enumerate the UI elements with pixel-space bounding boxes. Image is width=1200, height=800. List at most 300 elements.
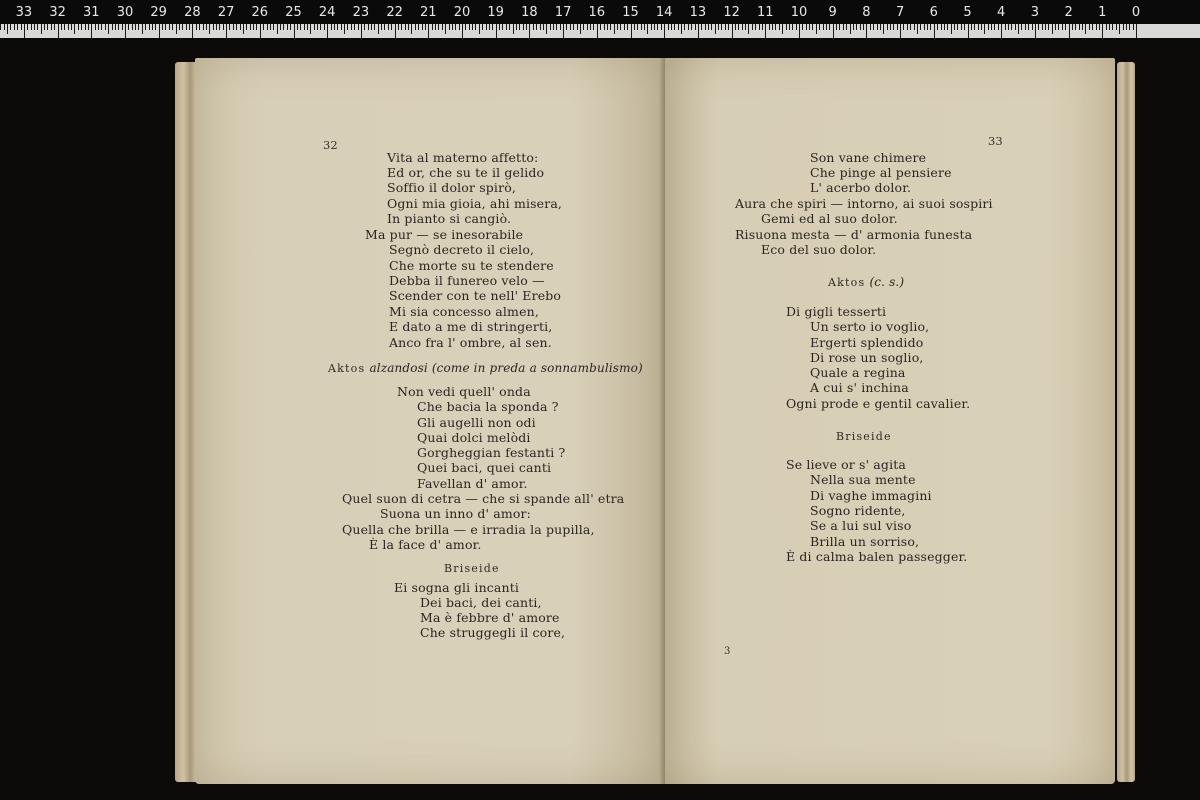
ruler-tick bbox=[277, 24, 278, 34]
ruler-tick bbox=[897, 24, 898, 30]
ruler-label: 8 bbox=[862, 5, 871, 20]
verse-line: Scender con te nell' Erebo bbox=[389, 288, 562, 303]
ruler-tick bbox=[668, 24, 669, 30]
ruler-tick bbox=[1075, 24, 1076, 30]
ruler-tick bbox=[189, 24, 190, 30]
ruler-tick bbox=[331, 24, 332, 30]
ruler-tick bbox=[267, 24, 268, 30]
ruler-tick bbox=[101, 24, 102, 30]
ruler-tick bbox=[833, 24, 834, 38]
ruler-tick bbox=[1099, 24, 1100, 30]
ruler-tick bbox=[772, 24, 773, 30]
ruler-tick bbox=[240, 24, 241, 30]
ruler-tick bbox=[445, 24, 446, 34]
ruler-tick bbox=[1109, 24, 1110, 30]
verse-line: Favellan d' amor. bbox=[417, 476, 528, 491]
ruler-tick bbox=[930, 24, 931, 30]
ruler-tick bbox=[907, 24, 908, 30]
ruler-tick bbox=[583, 24, 584, 30]
ruler-tick bbox=[560, 24, 561, 30]
ruler-tick bbox=[125, 24, 126, 38]
ruler-tick bbox=[941, 24, 942, 30]
ruler-tick bbox=[1069, 24, 1070, 38]
ruler-tick bbox=[68, 24, 69, 30]
ruler-tick bbox=[294, 24, 295, 38]
ruler-tick bbox=[41, 24, 42, 34]
ruler-tick bbox=[519, 24, 520, 30]
ruler-tick bbox=[411, 24, 412, 34]
verse-line: Ed or, che su te il gelido bbox=[387, 165, 545, 180]
ruler-tick bbox=[637, 24, 638, 30]
ruler-tick bbox=[829, 24, 830, 30]
ruler-tick bbox=[229, 24, 230, 30]
ruler-tick bbox=[138, 24, 139, 30]
ruler-tick bbox=[890, 24, 891, 30]
ruler-tick bbox=[873, 24, 874, 30]
ruler-tick bbox=[826, 24, 827, 30]
ruler-tick bbox=[1021, 24, 1022, 30]
ruler-tick bbox=[1089, 24, 1090, 30]
ruler-tick bbox=[1052, 24, 1053, 34]
ruler-label: 26 bbox=[251, 5, 269, 20]
ruler-tick bbox=[324, 24, 325, 30]
verse-line: Gli augelli non odi bbox=[417, 415, 536, 430]
ruler-tick bbox=[219, 24, 220, 30]
ruler-tick bbox=[705, 24, 706, 30]
ruler-tick bbox=[674, 24, 675, 30]
ruler-tick bbox=[378, 24, 379, 34]
ruler-tick bbox=[806, 24, 807, 30]
ruler-tick bbox=[405, 24, 406, 30]
ruler-tick bbox=[762, 24, 763, 30]
ruler-tick bbox=[415, 24, 416, 30]
ruler-label: 6 bbox=[929, 5, 938, 20]
ruler-tick bbox=[883, 24, 884, 34]
ruler-label: 24 bbox=[318, 5, 336, 20]
verse-line: E dato a me di stringerti, bbox=[389, 319, 553, 334]
ruler-tick bbox=[968, 24, 969, 38]
ruler-tick bbox=[981, 24, 982, 30]
ruler-tick bbox=[850, 24, 851, 34]
verse-line: Soffio il dolor spirò, bbox=[387, 180, 516, 195]
ruler-tick bbox=[1136, 24, 1137, 38]
speaker-heading-briseide: Briseide bbox=[836, 430, 892, 443]
ruler-tick bbox=[334, 24, 335, 30]
ruler-tick bbox=[381, 24, 382, 30]
ruler-tick bbox=[738, 24, 739, 30]
ruler-tick bbox=[307, 24, 308, 30]
ruler-tick bbox=[610, 24, 611, 30]
ruler-tick bbox=[1119, 24, 1120, 34]
ruler-tick bbox=[856, 24, 857, 30]
ruler-tick bbox=[526, 24, 527, 30]
ruler-tick bbox=[715, 24, 716, 34]
ruler-tick bbox=[358, 24, 359, 30]
ruler-tick bbox=[1085, 24, 1086, 34]
ruler-tick bbox=[546, 24, 547, 34]
ruler-tick bbox=[128, 24, 129, 30]
ruler-tick bbox=[691, 24, 692, 30]
ruler-tick bbox=[263, 24, 264, 30]
ruler-tick bbox=[1025, 24, 1026, 30]
ruler-tick bbox=[550, 24, 551, 30]
ruler-tick bbox=[657, 24, 658, 30]
ruler-tick bbox=[182, 24, 183, 30]
ruler-tick bbox=[192, 24, 193, 38]
ruler-tick bbox=[1028, 24, 1029, 30]
ruler-tick bbox=[37, 24, 38, 30]
ruler-tick bbox=[112, 24, 113, 30]
ruler-tick bbox=[176, 24, 177, 34]
ruler-tick bbox=[1129, 24, 1130, 30]
ruler-tick bbox=[752, 24, 753, 30]
verse-line: Se lieve or s' agita bbox=[786, 457, 906, 472]
ruler-label: 15 bbox=[622, 5, 639, 20]
verse-line: Nella sua mente bbox=[810, 472, 916, 487]
ruler-tick bbox=[823, 24, 824, 30]
ruler-tick bbox=[85, 24, 86, 30]
ruler-tick bbox=[165, 24, 166, 30]
ruler-tick bbox=[796, 24, 797, 30]
ruler-tick bbox=[651, 24, 652, 30]
ruler-tick bbox=[186, 24, 187, 30]
ruler-tick bbox=[384, 24, 385, 30]
ruler-tick bbox=[256, 24, 257, 30]
verse-line: In pianto si cangiò. bbox=[387, 211, 512, 226]
ruler-tick bbox=[496, 24, 497, 38]
ruler-tick bbox=[984, 24, 985, 34]
ruler-tick bbox=[597, 24, 598, 38]
ruler-tick bbox=[951, 24, 952, 34]
ruler-label: 21 bbox=[420, 5, 437, 20]
ruler-tick bbox=[755, 24, 756, 30]
ruler-label: 17 bbox=[554, 5, 572, 20]
ruler-tick bbox=[1133, 24, 1134, 30]
ruler-tick bbox=[1011, 24, 1012, 30]
stage-direction: (c. s.) bbox=[869, 275, 905, 289]
ruler-tick bbox=[627, 24, 628, 30]
verse-line: È la face d' amor. bbox=[369, 537, 482, 552]
ruler-tick bbox=[472, 24, 473, 30]
ruler-tick bbox=[422, 24, 423, 30]
ruler-tick bbox=[435, 24, 436, 30]
verse-line: Eco del suo dolor. bbox=[761, 242, 877, 257]
ruler-tick bbox=[465, 24, 466, 30]
verse-line: Ergerti splendido bbox=[810, 335, 924, 350]
ruler-label: 19 bbox=[487, 5, 504, 20]
ruler-tick bbox=[893, 24, 894, 30]
ruler-tick bbox=[742, 24, 743, 30]
ruler-tick bbox=[418, 24, 419, 30]
ruler-tick bbox=[671, 24, 672, 30]
open-book bbox=[175, 58, 1135, 788]
ruler-tick bbox=[489, 24, 490, 30]
ruler-tick bbox=[617, 24, 618, 30]
ruler-tick bbox=[590, 24, 591, 30]
ruler-tick bbox=[600, 24, 601, 30]
verse-line: Di rose un soglio, bbox=[810, 350, 924, 365]
ruler-label: 4 bbox=[997, 5, 1006, 20]
ruler-tick bbox=[509, 24, 510, 30]
verse-line: Quella che brilla — e irradia la pupilla, bbox=[342, 522, 595, 537]
ruler-tick bbox=[819, 24, 820, 30]
ruler-label: 27 bbox=[217, 5, 235, 20]
verse-line: Aura che spiri — intorno, ai suoi sospiri bbox=[735, 196, 993, 211]
ruler-tick bbox=[573, 24, 574, 30]
ruler-label: 30 bbox=[116, 5, 134, 20]
ruler-tick bbox=[920, 24, 921, 30]
ruler-tick bbox=[14, 24, 15, 30]
ruler-tick bbox=[486, 24, 487, 30]
ruler-tick bbox=[718, 24, 719, 30]
verse-line: Son vane chimere bbox=[810, 150, 927, 165]
ruler-tick bbox=[624, 24, 625, 30]
ruler-tick bbox=[802, 24, 803, 30]
ruler-tick bbox=[792, 24, 793, 30]
ruler-tick bbox=[199, 24, 200, 30]
ruler-tick bbox=[1072, 24, 1073, 30]
ruler-tick bbox=[789, 24, 790, 30]
ruler-tick bbox=[27, 24, 28, 30]
verse-line: Dei baci, dei canti, bbox=[420, 595, 542, 610]
ruler-label: 29 bbox=[150, 5, 167, 20]
verse-line: A cui s' inchina bbox=[810, 380, 909, 395]
ruler-tick bbox=[816, 24, 817, 34]
verse-line: Quei baci, quei canti bbox=[417, 460, 552, 475]
ruler-tick bbox=[108, 24, 109, 34]
ruler-tick bbox=[425, 24, 426, 30]
ruler-tick bbox=[206, 24, 207, 30]
ruler-tick bbox=[475, 24, 476, 30]
ruler-tick bbox=[1008, 24, 1009, 30]
ruler-label: 23 bbox=[352, 5, 370, 20]
ruler-tick bbox=[971, 24, 972, 30]
speaker-name: Aktos bbox=[328, 362, 366, 375]
ruler-tick bbox=[10, 24, 11, 30]
ruler-tick bbox=[988, 24, 989, 30]
ruler-tick bbox=[364, 24, 365, 30]
verse-line: Quai dolci melòdi bbox=[417, 430, 531, 445]
ruler-tick bbox=[4, 24, 5, 30]
ruler-tick bbox=[105, 24, 106, 30]
ruler-tick bbox=[1032, 24, 1033, 30]
ruler-tick bbox=[223, 24, 224, 30]
ruler-tick bbox=[947, 24, 948, 30]
speaker-name: Aktos bbox=[828, 276, 866, 289]
verse-line: Che morte su te stendere bbox=[389, 258, 554, 273]
ruler-tick bbox=[708, 24, 709, 30]
ruler-tick bbox=[620, 24, 621, 30]
ruler-tick bbox=[273, 24, 274, 30]
ruler-label: 14 bbox=[655, 5, 673, 20]
ruler-tick bbox=[482, 24, 483, 30]
ruler-tick bbox=[1058, 24, 1059, 30]
ruler-tick bbox=[1045, 24, 1046, 30]
ruler-tick bbox=[957, 24, 958, 30]
verse-line: È di calma balen passegger. bbox=[786, 549, 968, 564]
ruler-label: 22 bbox=[386, 5, 403, 20]
verse-line: Se a lui sul viso bbox=[810, 518, 912, 533]
ruler-tick bbox=[74, 24, 75, 34]
verse-line: Mi sia concesso almen, bbox=[389, 304, 539, 319]
verse-line: Ogni prode e gentil cavalier. bbox=[786, 396, 971, 411]
ruler-tick bbox=[1038, 24, 1039, 30]
ruler-tick bbox=[614, 24, 615, 34]
ruler-label: 28 bbox=[184, 5, 201, 20]
ruler-tick bbox=[1042, 24, 1043, 30]
ruler-tick bbox=[371, 24, 372, 30]
verse-line: Ma pur — se inesorabile bbox=[365, 227, 524, 242]
verse-line: Ei sogna gli incanti bbox=[394, 580, 520, 595]
speaker-heading-aktos bbox=[828, 274, 904, 289]
ruler-label: 13 bbox=[689, 5, 707, 20]
ruler-tick bbox=[115, 24, 116, 30]
ruler-tick bbox=[661, 24, 662, 30]
ruler-tick bbox=[523, 24, 524, 30]
ruler-tick bbox=[880, 24, 881, 30]
verse-line: Che pinge al pensiere bbox=[810, 165, 952, 180]
ruler-tick bbox=[566, 24, 567, 30]
ruler-label: 0 bbox=[1131, 5, 1141, 20]
ruler-tick bbox=[701, 24, 702, 30]
ruler-tick bbox=[31, 24, 32, 30]
ruler-tick bbox=[78, 24, 79, 30]
ruler-tick bbox=[647, 24, 648, 34]
ruler-tick bbox=[438, 24, 439, 30]
ruler-tick bbox=[533, 24, 534, 30]
ruler-tick bbox=[499, 24, 500, 30]
ruler-tick bbox=[786, 24, 787, 30]
ruler-tick bbox=[954, 24, 955, 30]
ruler-tick bbox=[506, 24, 507, 30]
ruler-label: 18 bbox=[521, 5, 538, 20]
ruler-tick bbox=[401, 24, 402, 30]
ruler-tick bbox=[664, 24, 665, 38]
verse-line: Un serto io voglio, bbox=[810, 319, 930, 334]
ruler-tick bbox=[442, 24, 443, 30]
ruler-tick bbox=[179, 24, 180, 30]
verse-line: Anco fra l' ombre, al sen. bbox=[389, 335, 552, 350]
ruler-tick bbox=[917, 24, 918, 34]
ruler-label: 32 bbox=[49, 5, 66, 20]
ruler-tick bbox=[455, 24, 456, 30]
ruler-tick bbox=[287, 24, 288, 30]
ruler-tick bbox=[654, 24, 655, 30]
ruler-tick bbox=[1096, 24, 1097, 30]
ruler-tick bbox=[681, 24, 682, 34]
ruler-tick bbox=[1035, 24, 1036, 38]
ruler-tick bbox=[607, 24, 608, 30]
ruler-tick bbox=[1018, 24, 1019, 34]
ruler-tick bbox=[991, 24, 992, 30]
ruler-tick bbox=[1015, 24, 1016, 30]
ruler-tick bbox=[1079, 24, 1080, 30]
ruler-tick bbox=[260, 24, 261, 38]
verse-line: Di vaghe immagini bbox=[810, 488, 932, 503]
ruler-tick bbox=[721, 24, 722, 30]
ruler-tick bbox=[492, 24, 493, 30]
ruler-tick bbox=[135, 24, 136, 30]
verse-line: Quel suon di cetra — che si spande all' etra bbox=[342, 491, 625, 506]
ruler-tick bbox=[631, 24, 632, 38]
ruler-tick bbox=[243, 24, 244, 34]
ruler-tick bbox=[1102, 24, 1103, 38]
ruler-tick bbox=[695, 24, 696, 30]
ruler-tick bbox=[502, 24, 503, 30]
ruler-tick bbox=[314, 24, 315, 30]
verse-line: Segnò decreto il cielo, bbox=[389, 242, 535, 257]
ruler-tick bbox=[7, 24, 8, 34]
ruler-tick bbox=[1123, 24, 1124, 30]
ruler-tick bbox=[934, 24, 935, 38]
ruler-label: 1 bbox=[1098, 5, 1107, 20]
ruler-tick bbox=[964, 24, 965, 30]
ruler-label: 7 bbox=[895, 5, 905, 20]
signature-mark: 3 bbox=[724, 646, 731, 657]
ruler-tick bbox=[91, 24, 92, 38]
ruler-tick bbox=[570, 24, 571, 30]
ruler-tick bbox=[711, 24, 712, 30]
ruler-tick bbox=[877, 24, 878, 30]
verse-line: Ma è febbre d' amore bbox=[420, 610, 560, 625]
ruler-tick bbox=[1065, 24, 1066, 30]
verse-line: Gemi ed al suo dolor. bbox=[761, 211, 898, 226]
ruler-tick bbox=[978, 24, 979, 30]
ruler-tick bbox=[587, 24, 588, 30]
ruler-tick bbox=[846, 24, 847, 30]
ruler-tick bbox=[775, 24, 776, 30]
verse-line: Non vedi quell' onda bbox=[397, 384, 531, 399]
ruler-tick bbox=[44, 24, 45, 30]
ruler-tick bbox=[812, 24, 813, 30]
ruler-tick bbox=[698, 24, 699, 38]
ruler-tick bbox=[1092, 24, 1093, 30]
ruler-tick bbox=[398, 24, 399, 30]
ruler-tick bbox=[95, 24, 96, 30]
ruler-tick bbox=[152, 24, 153, 30]
ruler-tick bbox=[634, 24, 635, 30]
ruler-tick bbox=[809, 24, 810, 30]
ruler-tick bbox=[540, 24, 541, 30]
ruler-label: 33 bbox=[15, 5, 33, 20]
ruler-tick bbox=[162, 24, 163, 30]
ruler-tick bbox=[290, 24, 291, 30]
ruler-tick bbox=[58, 24, 59, 38]
ruler-tick bbox=[122, 24, 123, 30]
ruler-tick bbox=[462, 24, 463, 38]
ruler-tick bbox=[310, 24, 311, 34]
ruler-tick bbox=[944, 24, 945, 30]
ruler-tick bbox=[280, 24, 281, 30]
ruler-tick bbox=[47, 24, 48, 30]
ruler-tick bbox=[974, 24, 975, 30]
verse-line: Quale a regina bbox=[810, 365, 906, 380]
ruler-tick bbox=[684, 24, 685, 30]
ruler-tick bbox=[226, 24, 227, 38]
ruler-tick bbox=[246, 24, 247, 30]
ruler-tick bbox=[759, 24, 760, 30]
ruler-tick bbox=[556, 24, 557, 30]
ruler-tick bbox=[21, 24, 22, 30]
ruler-tick bbox=[644, 24, 645, 30]
ruler-tick bbox=[432, 24, 433, 30]
ruler-tick bbox=[368, 24, 369, 30]
ruler-tick bbox=[132, 24, 133, 30]
ruler-tick bbox=[1001, 24, 1002, 38]
ruler-tick bbox=[213, 24, 214, 30]
ruler-tick bbox=[903, 24, 904, 30]
ruler-tick bbox=[924, 24, 925, 30]
